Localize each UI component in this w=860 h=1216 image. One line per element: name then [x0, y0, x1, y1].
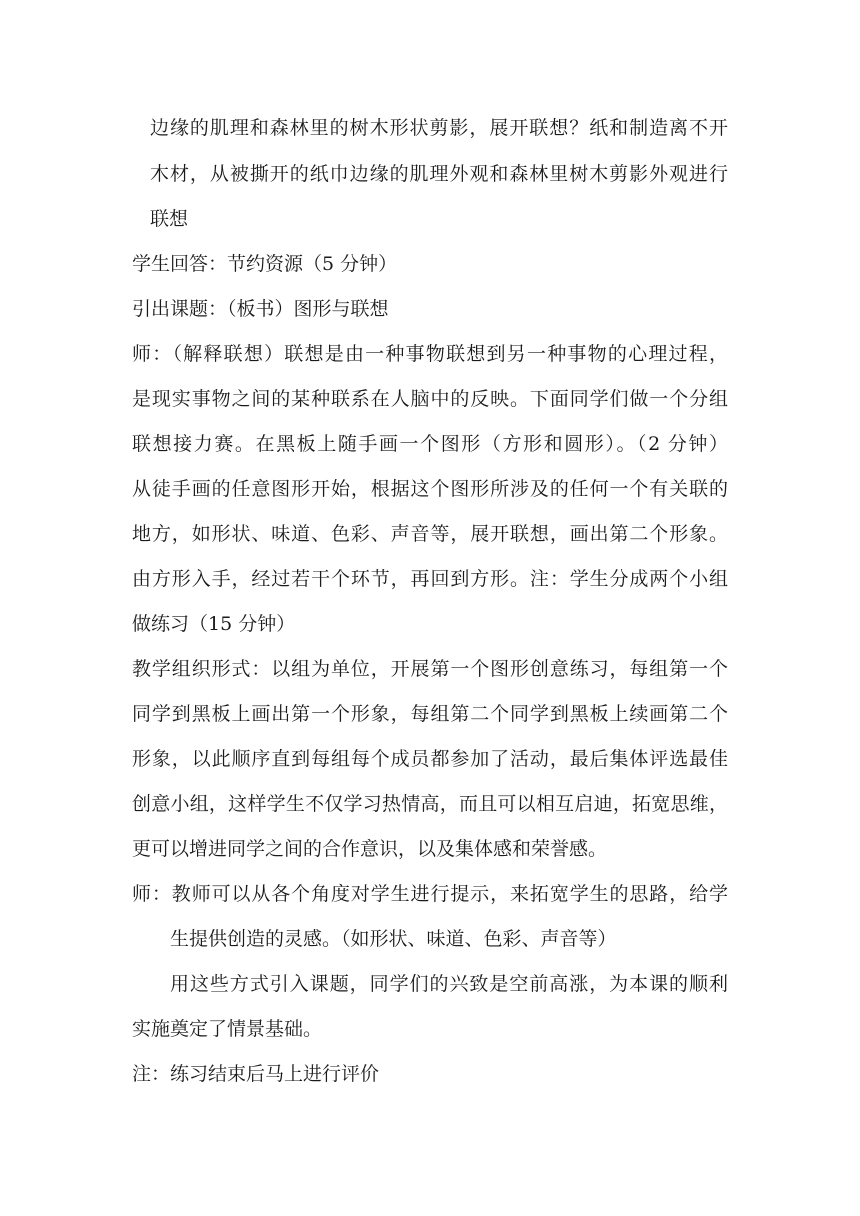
text-line: 注：练习结束后马上进行评价 [132, 1063, 380, 1085]
text-line: 联想 [150, 208, 189, 230]
text-line: 从徒手画的任意图形开始，根据这个图形所涉及的任何一个有关联的 [132, 478, 728, 500]
text-line: 实施奠定了情景基础。 [132, 1018, 323, 1040]
text-line: 用这些方式引入课题，同学们的兴致是空前高涨，为本课的顺利 [170, 973, 728, 995]
text-line: 联想接力赛。在黑板上随手画一个图形（方形和圆形）。（2 分钟） [132, 433, 728, 455]
text-line: 边缘的肌理和森林里的树木形状剪影，展开联想？纸和制造离不开 [150, 117, 728, 139]
text-line: 由方形入手，经过若干个环节，再回到方形。注：学生分成两个小组 [132, 568, 728, 590]
text-line: 地方，如形状、味道、色彩、声音等，展开联想，画出第二个形象。 [132, 523, 728, 545]
text-line: 是现实事物之间的某种联系在人脑中的反映。下面同学们做一个分组 [132, 388, 728, 410]
text-line: 学生回答：节约资源（5 分钟） [132, 253, 398, 275]
text-line: 创意小组，这样学生不仅学习热情高，而且可以相互启迪，拓宽思维， [132, 793, 728, 815]
text-line: 形象，以此顺序直到每组每个成员都参加了活动，最后集体评选最佳 [132, 748, 728, 770]
text-line: 引出课题：（板书）图形与联想 [132, 298, 389, 320]
text-line: 木材，从被撕开的纸巾边缘的肌理外观和森林里树木剪影外观进行 [150, 163, 728, 185]
text-line: 同学到黑板上画出第一个形象，每组第二个同学到黑板上续画第二个 [132, 703, 728, 725]
text-line: 师：教师可以从各个角度对学生进行提示，来拓宽学生的思路，给学 [132, 883, 728, 905]
text-line: 师：（解释联想）联想是由一种事物联想到另一种事物的心理过程， [132, 343, 728, 365]
text-line: 教学组织形式：以组为单位，开展第一个图形创意练习，每组第一个 [132, 658, 728, 680]
text-line: 生提供创造的灵感。（如形状、味道、色彩、声音等） [170, 928, 617, 950]
text-line: 更可以增进同学之间的合作意识，以及集体感和荣誉感。 [132, 838, 608, 860]
text-line: 做练习（15 分钟） [132, 613, 296, 635]
